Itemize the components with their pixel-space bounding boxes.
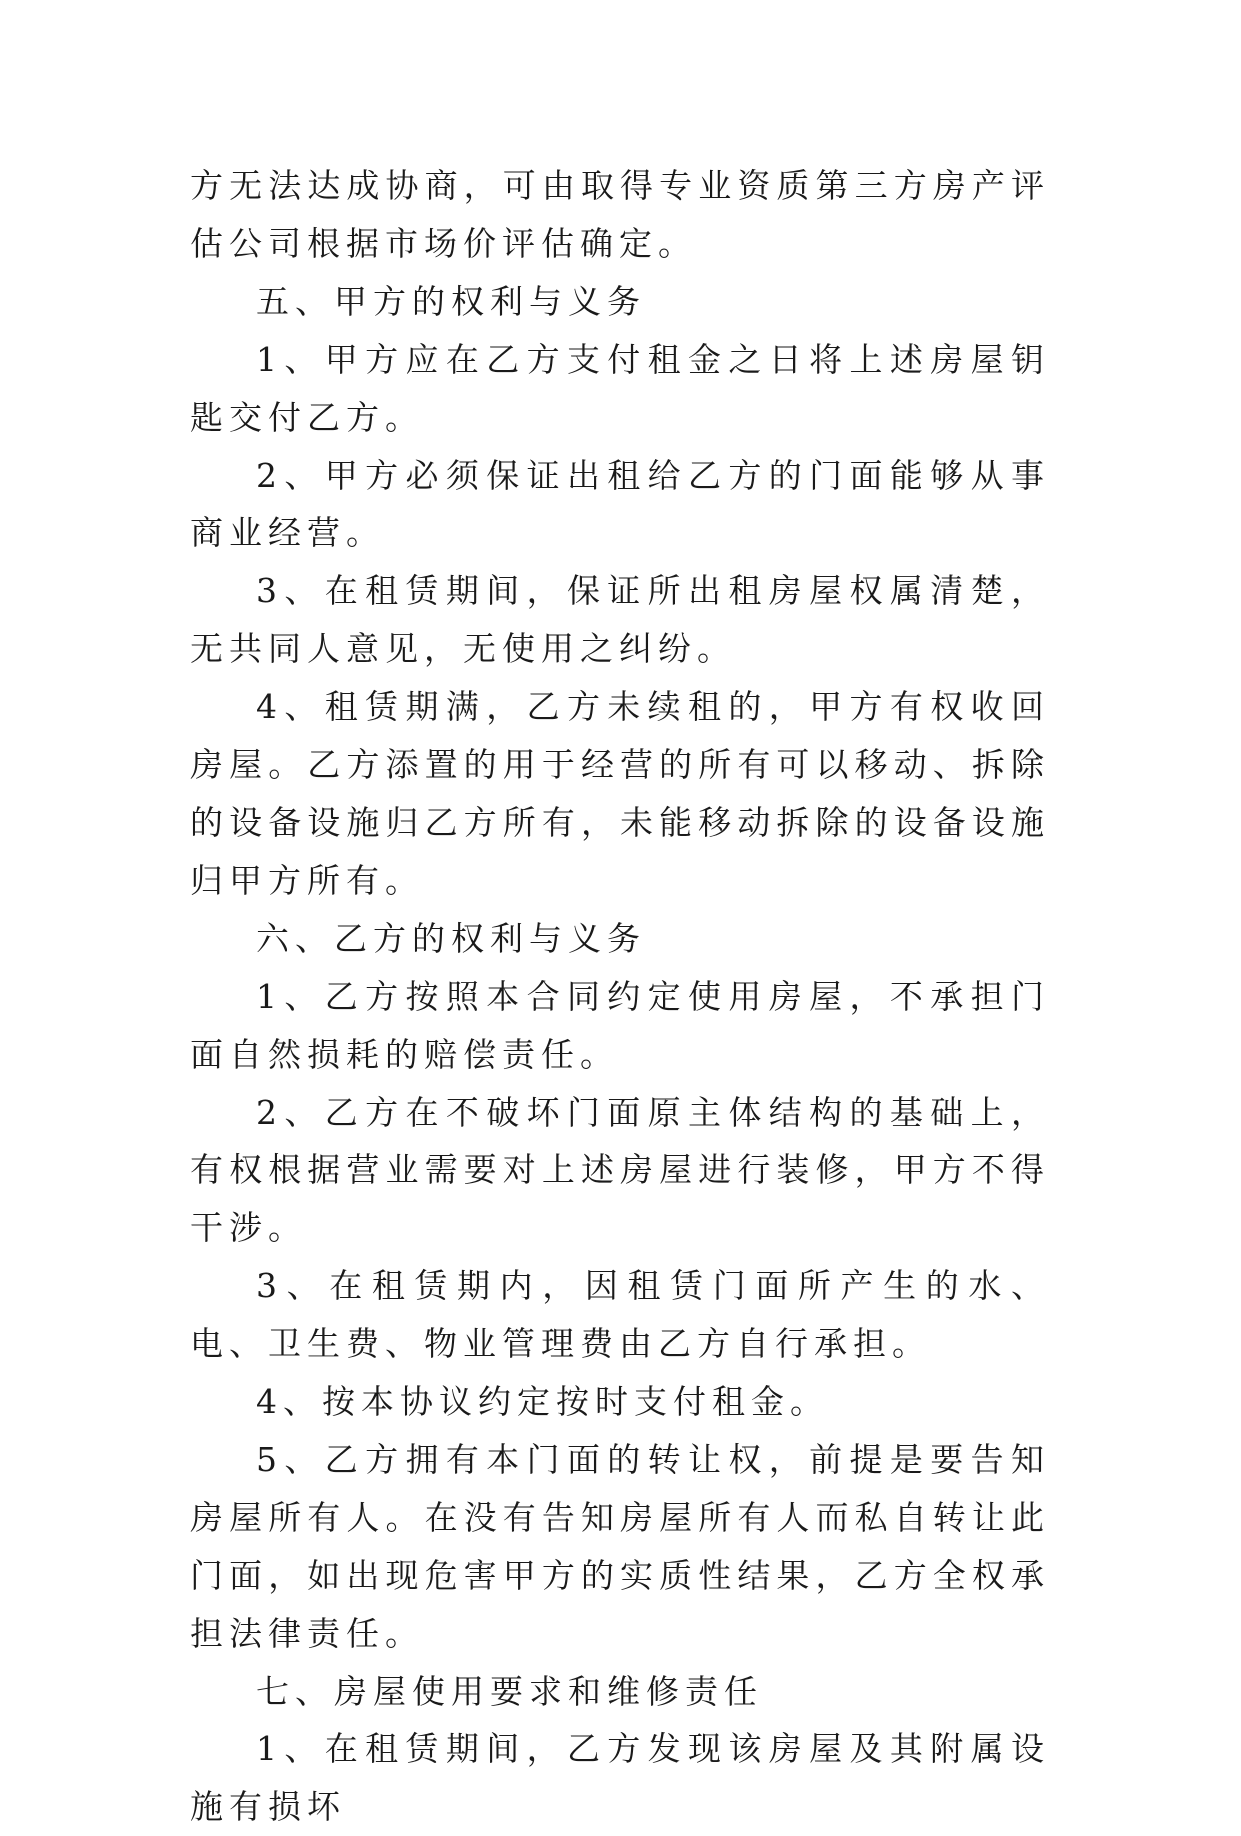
- section-heading-5: 五、甲方的权利与义务: [256, 281, 646, 321]
- clause-6-1: 1、乙方按照本合同约定使用房屋，不承担门面自然损耗的赔偿责任。: [190, 976, 1050, 1074]
- section-heading-7: 七、房屋使用要求和维修责任: [256, 1671, 763, 1711]
- clause-6-5: 5、乙方拥有本门面的转让权，前提是要告知房屋所有人。在没有告知房屋所有人而私自转让此门面，如出现危害甲方的实质性结果，乙方全权承担法律责任。: [190, 1439, 1050, 1653]
- paragraph-continuation: 方无法达成协商，可由取得专业资质第三方房产评估公司根据市场价评估确定。: [190, 166, 1050, 263]
- clause-6-2: 2、乙方在不破坏门面原主体结构的基础上，有权根据营业需要对上述房屋进行装修，甲方不得干涉。: [190, 1092, 1050, 1248]
- section-heading-6: 六、乙方的权利与义务: [256, 918, 646, 958]
- clause-5-1: 1、甲方应在乙方支付租金之日将上述房屋钥匙交付乙方。: [190, 339, 1050, 437]
- clause-5-4: 4、租赁期满，乙方未续租的，甲方有权收回房屋。乙方添置的用于经营的所有可以移动、拆除的设备设施归乙方所有，未能移动拆除的设备设施归甲方所有。: [190, 687, 1050, 900]
- clause-6-3: 3、在租赁期内，因租赁门面所产生的水、电、卫生费、物业管理费由乙方自行承担。: [190, 1266, 1050, 1364]
- document-body: [190, 157, 1050, 1836]
- clause-5-3: 3、在租赁期间，保证所出租房屋权属清楚，无共同人意见，无使用之纠纷。: [190, 571, 1050, 669]
- clause-5-2: 2、甲方必须保证出租给乙方的门面能够从事商业经营。: [190, 455, 1050, 553]
- clause-7-1: 1、在租赁期间，乙方发现该房屋及其附属设施有损坏: [190, 1729, 1050, 1827]
- clause-6-4: 4、按本协议约定按时支付租金。: [256, 1382, 829, 1422]
